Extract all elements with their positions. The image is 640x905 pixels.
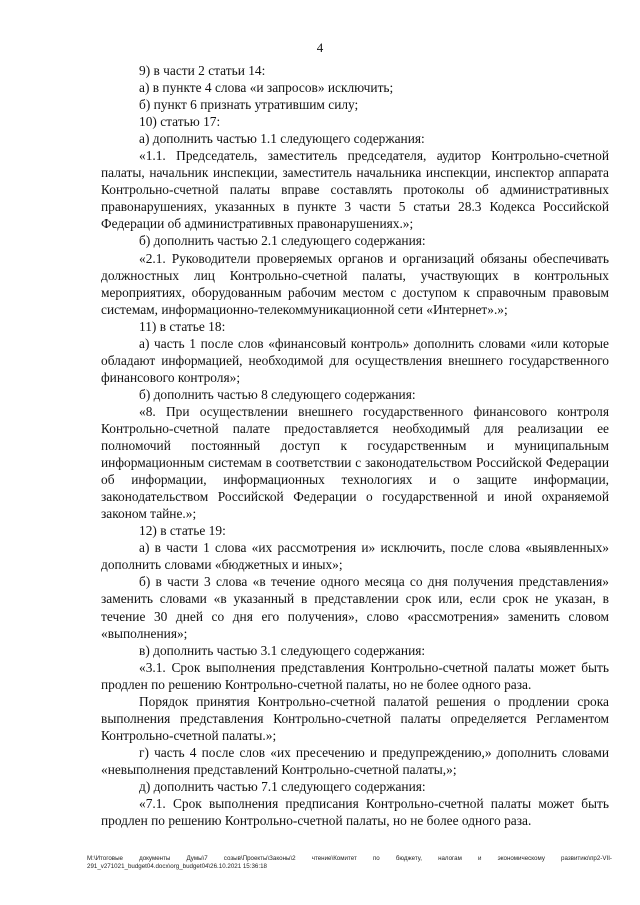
- paragraph: а) дополнить частью 1.1 следующего содержания:: [139, 131, 425, 147]
- file-path-footer: M:\Итоговые документы Думы\7 созыв\Проекты\Законы\2 чтение\Комитет по бюджету, налогам и экономическому развитию\пр2-VII-291_v271021_budget04.docx\org_budget04\26.10.2021 15:36:18: [87, 855, 612, 870]
- paragraph: «7.1. Срок выполнения предписания Контрольно-счетной палаты может быть продлен по решению Контрольно-счетной палаты, но не более одного раза.: [101, 796, 609, 829]
- paragraph: б) в части 3 слова «в течение одного месяца со дня получения представления» заменить словами «в указанный в представлении срок или, если срок не указан, в течение 30 дней со дня его получения», слово «рассмотрения» заменить словом «выполнения»;: [101, 574, 609, 641]
- paragraph: 12) в статье 19:: [139, 523, 226, 539]
- paragraph: б) дополнить частью 2.1 следующего содержания:: [139, 233, 426, 249]
- paragraph: в) дополнить частью 3.1 следующего содержания:: [139, 642, 426, 658]
- paragraph: 11) в статье 18:: [139, 318, 226, 334]
- paragraph: д) дополнить частью 7.1 следующего содержания:: [139, 778, 426, 794]
- paragraph: «1.1. Председатель, заместитель председателя, аудитор Контрольно-счетной палаты, начальник инспекции, заместитель начальника инспекции, инспектор аппарата Контрольно-счетной палаты вправе составлять протоколы об административных правонарушениях, указанных в пункте 3 части 5 статьи 28.3 Кодекса Российской Федерации об административных правонарушениях.»;: [101, 148, 609, 232]
- paragraph: 9) в части 2 статьи 14:: [139, 63, 266, 78]
- paragraph: а) в пункте 4 слова «и запросов» исключить;: [139, 80, 394, 96]
- paragraph: «3.1. Срок выполнения представления Контрольно-счетной палаты может быть продлен по решению Контрольно-счетной палаты, но не более одного раза.: [101, 659, 609, 692]
- paragraph: а) часть 1 после слов «финансовый контроль» дополнить словами «или которые обладают информацией, необходимой для осуществления внешнего государственного финансового контроля»;: [101, 335, 609, 385]
- paragraph: б) пункт 6 признать утратившим силу;: [139, 97, 359, 113]
- paragraph: г) часть 4 после слов «их пресечению и предупреждению,» дополнить словами «невыполнения представлений Контрольно-счетной палаты,»;: [101, 744, 609, 777]
- paragraph: Порядок принятия Контрольно-счетной палатой решения о продлении срока выполнения представления Контрольно-счетной палаты определяется Регламентом Контрольно-счетной палаты.»;: [101, 693, 609, 743]
- page-number: 4: [316, 40, 324, 55]
- paragraph: «8. При осуществлении внешнего государственного финансового контроля Контрольно-счетной палате предоставляется необходимый для реализации ее полномочий постоянный доступ к государственным и муниципальным информационным системам в соответствии с законодательством Российской Федерации об информации, информационных технологиях и о защите информации, законодательством Российской Федерации о государственной и иной охраняемой законом тайне.»;: [101, 403, 609, 522]
- paragraph: «2.1. Руководители проверяемых органов и организаций обязаны обеспечивать должностных лиц Контрольно-счетной палаты, участвующих в контрольных мероприятиях, оборудованным рабочим местом с доступом к справочным правовым системам, информационно-телекоммуникационной сети «Интернет».»;: [101, 250, 609, 317]
- paragraph: б) дополнить частью 8 следующего содержания:: [139, 386, 416, 402]
- document-body: [101, 62, 609, 829]
- paragraph: а) в части 1 слова «их рассмотрения и» исключить, после слова «выявленных» дополнить словами «бюджетных и иных»;: [101, 540, 609, 573]
- paragraph: 10) статью 17:: [139, 114, 221, 130]
